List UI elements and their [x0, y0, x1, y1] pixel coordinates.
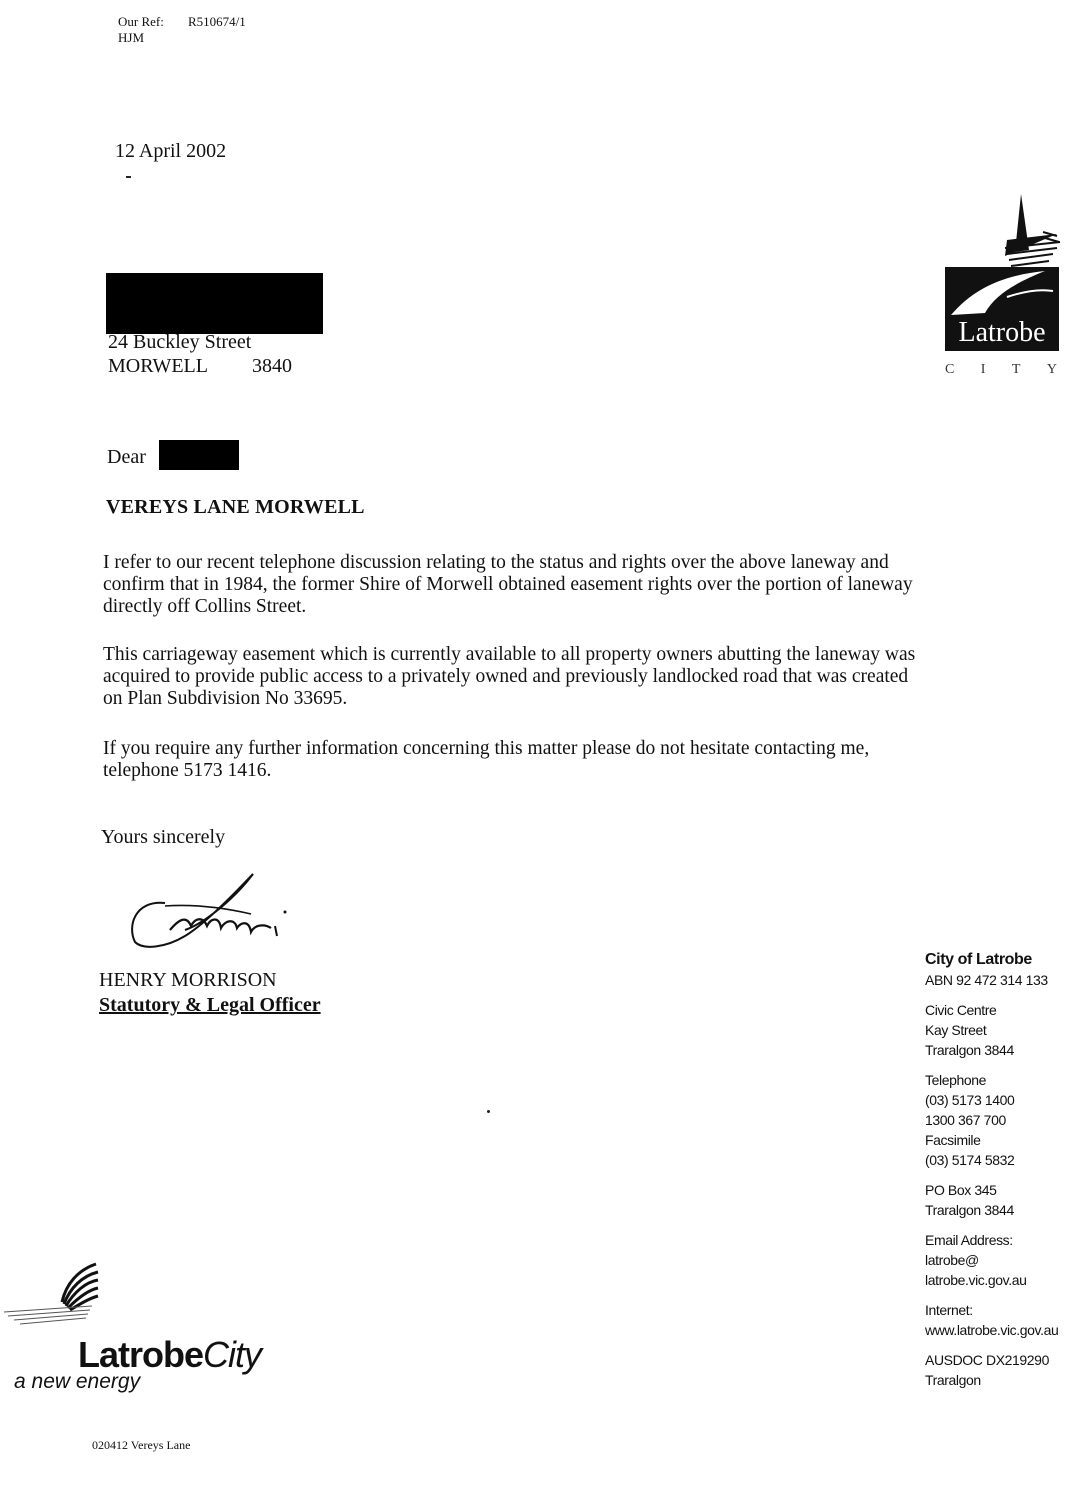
latrobe-city-logo-top [945, 192, 1065, 392]
logo-letter-i: I [980, 362, 988, 377]
speck-mark [126, 176, 131, 178]
ref-label: Our Ref: [118, 14, 164, 29]
sail-emblem-icon [0, 1262, 110, 1334]
latrobe-city-logo-bottom [0, 1262, 310, 1402]
contact-civic [925, 1000, 1080, 1060]
closing: Yours sincerely [101, 826, 226, 848]
po-line-1: PO Box 345 [925, 1182, 997, 1198]
address-street: 24 Buckley Street [108, 331, 252, 353]
logo-word-bold: Latrobe [78, 1334, 204, 1375]
ref-initials: HJM [118, 30, 145, 45]
civic-line-1: Civic Centre [925, 1002, 997, 1018]
civic-line-2: Kay Street [925, 1022, 987, 1038]
phone-number-2: 1300 367 700 [925, 1112, 1006, 1128]
fax-number: (03) 5174 5832 [925, 1152, 1015, 1168]
po-line-2: Traralgon 3844 [925, 1202, 1014, 1218]
signatory-name: HENRY MORRISON [99, 969, 277, 991]
logo-letter-c: C [945, 362, 957, 377]
logo-word-latrobe: Latrobe [958, 317, 1046, 348]
internet-label: Internet: [925, 1302, 973, 1318]
handwritten-signature [125, 868, 300, 950]
logo-city-letters [945, 362, 1059, 378]
signatory-block [99, 968, 321, 1018]
phone-label: Telephone [925, 1072, 987, 1088]
logo-word-italic: City [203, 1334, 262, 1375]
fax-label: Facsimile [925, 1132, 981, 1148]
recipient-address [108, 330, 292, 378]
salutation [107, 446, 146, 469]
contact-email [925, 1230, 1080, 1290]
address-city: MORWELL [108, 355, 208, 377]
civic-line-3: Traralgon 3844 [925, 1042, 1014, 1058]
subject-heading: VEREYS LANE MORWELL [106, 496, 365, 518]
speck-dot [487, 1110, 490, 1113]
address-postcode: 3840 [252, 355, 292, 377]
contact-internet [925, 1300, 1080, 1340]
contact-phone [925, 1070, 1080, 1170]
contact-po [925, 1180, 1080, 1220]
contact-org: City of Latrobe [925, 951, 1032, 968]
redacted-salutation-name [159, 440, 239, 470]
contact-abn: ABN 92 472 314 133 [925, 972, 1048, 988]
footer-file-ref: 020412 Vereys Lane [92, 1438, 191, 1452]
contact-dx [925, 1350, 1080, 1390]
phone-number-1: (03) 5173 1400 [925, 1092, 1015, 1108]
ref-number: R510674/1 [188, 14, 246, 29]
signatory-title: Statutory & Legal Officer [99, 994, 321, 1016]
letter-date: 12 April 2002 [115, 140, 227, 162]
dx-line-2: Traralgon [925, 1372, 981, 1388]
salutation-word: Dear [107, 446, 146, 468]
reference-block [118, 14, 246, 46]
internet-url: www.latrobe.vic.gov.au [925, 1322, 1059, 1338]
body-paragraph-2: This carriageway easement which is currently available to all property owners abutting the laneway was acquired to provide public access to a privately owned and previously landlocked road that was created on Plan Subdivision No 33695. [103, 644, 916, 709]
bird-wing-icon [945, 267, 1059, 317]
body-paragraph-3: If you require any further information concerning this matter please do not hesitate contacting me, telephone 5173 1416. [103, 738, 870, 781]
email-line-2: latrobe.vic.gov.au [925, 1272, 1027, 1288]
logo-tagline: a new energy [14, 1370, 141, 1393]
dx-line-1: AUSDOC DX219290 [925, 1352, 1049, 1368]
email-label: Email Address: [925, 1232, 1013, 1248]
council-contact-block [925, 950, 1080, 1400]
redacted-recipient-name [106, 273, 323, 334]
email-line-1: latrobe@ [925, 1252, 979, 1268]
logo-letter-t: T [1011, 362, 1023, 377]
body-paragraph-1: I refer to our recent telephone discussion relating to the status and rights over the above laneway and confirm that in 1984, the former Shire of Morwell obtained easement rights over the portion of laneway directly off Collins Street. [103, 552, 913, 617]
logo-letter-y: Y [1046, 362, 1059, 377]
